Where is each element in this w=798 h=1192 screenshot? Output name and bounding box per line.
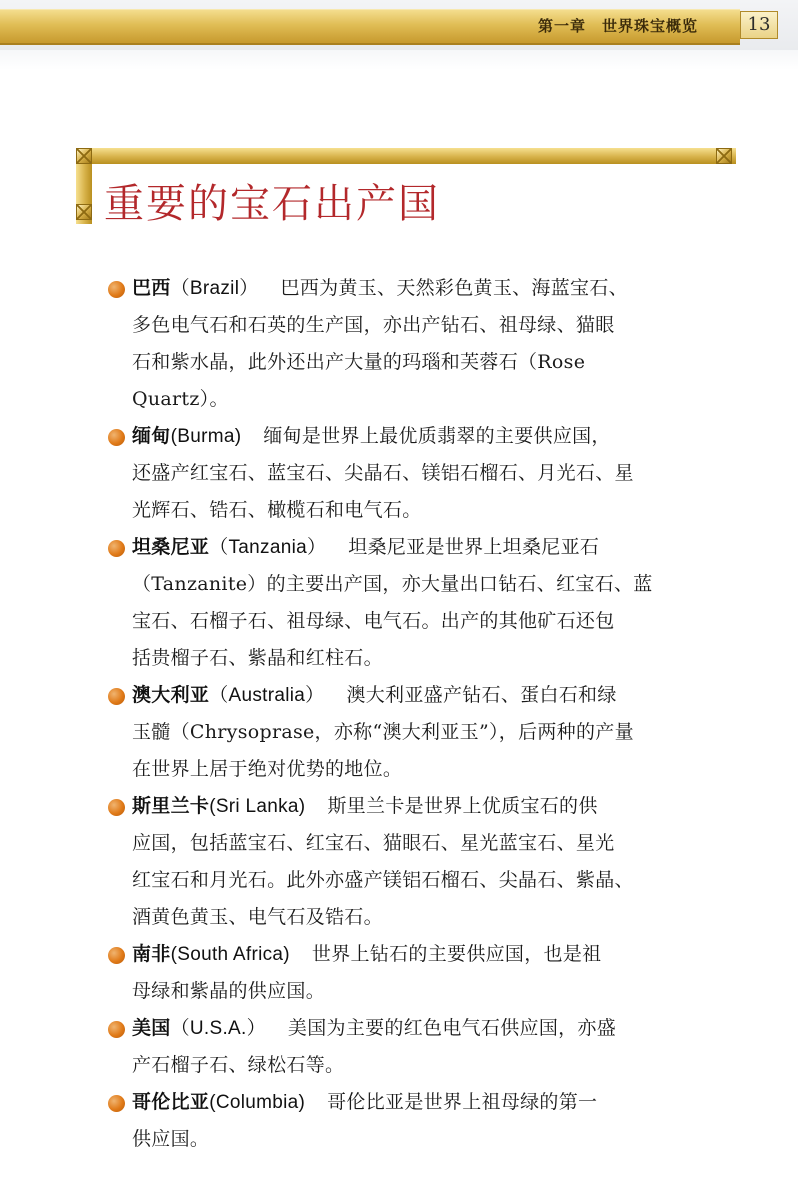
ornament-diamond-icon [76,204,92,220]
country-entry [108,418,708,529]
entry-line [132,566,708,603]
entry-line [132,344,708,381]
country-name: 坦桑尼亚 [132,536,210,558]
entry-line [132,973,708,1010]
entry-line [132,1047,708,1084]
country-name: 巴西 [132,277,171,299]
country-entry [108,1010,708,1084]
entry-text: 括贵榴子石、紫晶和红柱石。 [132,647,383,669]
country-english-name: (South Africa) [170,944,290,965]
entry-text: 巴西为黄玉、天然彩色黄玉、海蓝宝石、 [280,277,628,299]
entry-text: 在世界上居于绝对优势的地位。 [132,758,403,780]
bullet-dot-icon [108,281,125,298]
entry-line [132,825,708,862]
bullet-dot-icon [108,540,125,557]
country-english-name: （Tanzania） [209,537,327,558]
entry-first-line [132,270,708,307]
country-english-name: (Sri Lanka) [209,796,306,817]
entry-first-line [132,936,708,973]
entry-text: 红宝石和月光石。此外亦盛产镁铝石榴石、尖晶石、紫晶、 [132,869,634,891]
entry-line [132,455,708,492]
country-english-name: (Columbia) [209,1092,306,1113]
entry-text: 澳大利亚盛产钻石、蛋白石和绿 [346,684,617,706]
entry-text: 石和紫水晶，此外还出产大量的玛瑙和芙蓉石（Rose [132,351,586,373]
entry-text: 光辉石、锆石、橄榄石和电气石。 [132,499,422,521]
entry-line [132,307,708,344]
entry-text: Quartz）。 [132,388,229,410]
entry-text: 应国，包括蓝宝石、红宝石、猫眼石、星光蓝宝石、星光 [132,832,615,854]
entry-text: 坦桑尼亚是世界上坦桑尼亚石 [348,536,600,558]
entry-first-line [132,677,708,714]
entry-line [132,714,708,751]
country-name: 美国 [132,1017,171,1039]
entry-first-line [132,529,708,566]
entry-text: 还盛产红宝石、蓝宝石、尖晶石、镁铝石榴石、月光石、星 [132,462,634,484]
entry-text: 多色电气石和石英的生产国，亦出产钻石、祖母绿、猫眼 [132,314,615,336]
ornament-diamond-icon [76,148,92,164]
entry-line [132,492,708,529]
chapter-title: 第一章 世界珠宝概览 [538,17,699,35]
country-entry [108,677,708,788]
entry-line [132,899,708,936]
country-entry [108,1084,708,1158]
entry-text: 产石榴子石、绿松石等。 [132,1054,345,1076]
entry-line [132,862,708,899]
bullet-dot-icon [108,947,125,964]
entry-text: 缅甸是世界上最优质翡翠的主要供应国， [263,425,611,447]
bullet-dot-icon [108,799,125,816]
entry-text: 母绿和紫晶的供应国。 [132,980,326,1002]
entry-line [132,603,708,640]
country-english-name: （Australia） [209,685,325,706]
entry-text: 供应国。 [132,1128,210,1150]
ornament-diamond-icon [716,148,732,164]
country-name: 哥伦比亚 [132,1091,210,1113]
country-name: 澳大利亚 [132,684,210,706]
entry-text: 宝石、石榴子石、祖母绿、电气石。出产的其他矿石还包 [132,610,615,632]
entry-text: 玉髓（Chrysoprase，亦称“澳大利亚玉”），后两种的产量 [132,721,634,743]
country-entry [108,936,708,1010]
entry-line [132,751,708,788]
entry-first-line [132,1084,708,1121]
country-name: 南非 [132,943,171,965]
entry-line [132,381,708,418]
country-list [108,270,708,1158]
country-name: 斯里兰卡 [132,795,210,817]
bullet-dot-icon [108,429,125,446]
country-entry [108,270,708,418]
entry-text: 哥伦比亚是世界上祖母绿的第一 [327,1091,598,1113]
entry-line [132,640,708,677]
page-number: 13 [740,11,778,39]
header-shadow [0,50,798,70]
country-name: 缅甸 [132,425,171,447]
country-english-name: （Brazil） [170,278,259,299]
entry-text: 世界上钻石的主要供应国，也是祖 [311,943,602,965]
country-entry [108,529,708,677]
bullet-dot-icon [108,1021,125,1038]
entry-first-line [132,1010,708,1047]
entry-text: 斯里兰卡是世界上优质宝石的供 [327,795,598,817]
section-title: 重要的宝石出产国 [104,181,440,227]
bullet-dot-icon [108,688,125,705]
country-entry [108,788,708,936]
country-english-name: (Burma) [170,426,242,447]
entry-text: 酒黄色黄玉、电气石及锆石。 [132,906,383,928]
entry-first-line [132,788,708,825]
entry-first-line [132,418,708,455]
entry-text: 美国为主要的红色电气石供应国，亦盛 [287,1017,617,1039]
country-english-name: （U.S.A.） [170,1018,266,1039]
bullet-dot-icon [108,1095,125,1112]
title-ornament-bar [76,148,736,164]
entry-line [132,1121,708,1158]
entry-text: （Tanzanite）的主要出产国，亦大量出口钻石、红宝石、蓝 [132,573,653,595]
